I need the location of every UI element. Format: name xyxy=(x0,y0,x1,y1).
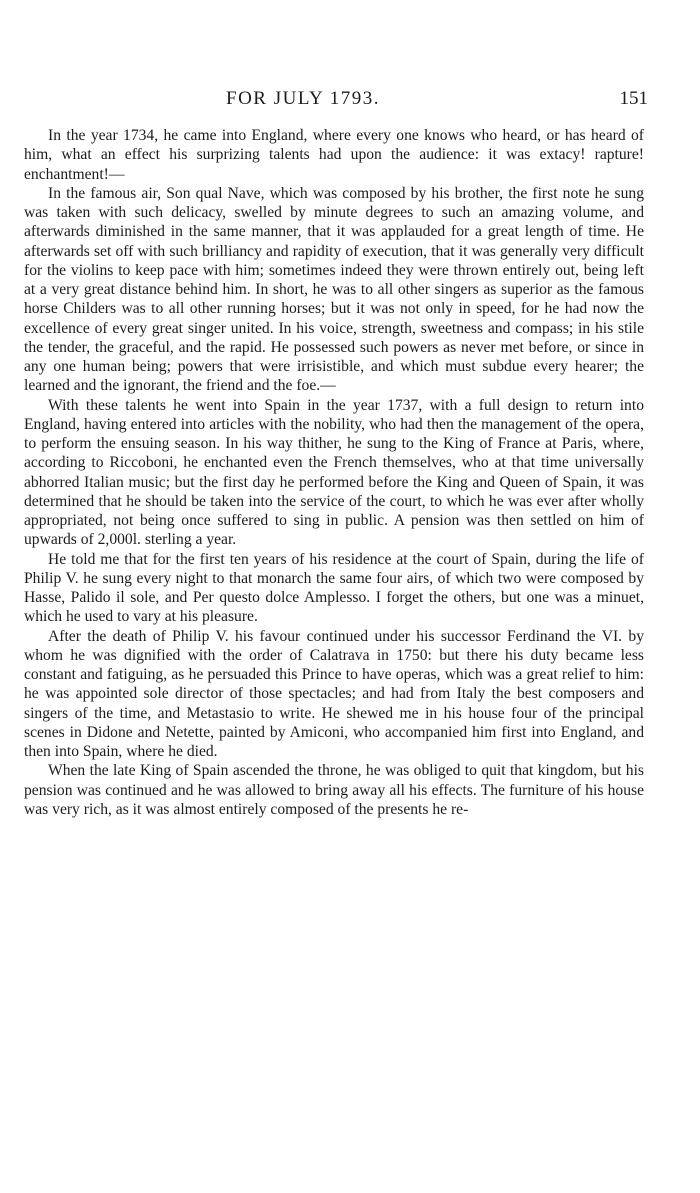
paragraph: With these talents he went into Spain in the year 1737, with a full design to return into England, having entered into articles with the nobility, who had then the management of the opera, to perform the ensuing season. In his way thither, he sung to the King of France at Paris, where, according to Riccoboni, he enchanted even the French themselves, who at that time universally abhorred Italian music; but the first day he performed before the King and Queen of Spain, it was determined that he should be taken into the service of the court, to which he was ever after wholly appropriated, not being once suffered to sing in public. A pension was then settled on him of upwards of 2,000l. sterling a year. xyxy=(24,396,644,549)
paragraph: He told me that for the first ten years of his residence at the court of Spain, during the life of Philip V. he sung every night to that monarch the same four airs, of which two were composed by Hasse, Palido il sole, and Per questo dolce Amplesso. I forget the others, but one was a minuet, which he used to vary at his pleasure. xyxy=(24,550,644,626)
paragraph: When the late King of Spain ascended the throne, he was obliged to quit that kingdom, but his pension was continued and he was allowed to bring away all his effects. The furniture of his house was very rich, as it was almost entirely composed of the presents he re- xyxy=(24,762,644,818)
running-title: FOR JULY 1793. xyxy=(226,88,381,109)
paragraph: In the famous air, Son qual Nave, which was composed by his brother, the first note he sung was taken with such delicacy, swelled by minute degrees to such an amazing volume, and afterwards diminished in the same manner, that it was applauded for a great length of time. He afterwards set off with such brilliancy and rapidity of execution, that it was generally very difficult for the violins to keep pace with him; sometimes indeed they were thrown entirely out, being left at a very great distance behind him. In short, he was to all other singers as superior as the famous horse Childers was to all other running horses; but it was not only in speed, for he had now the excellence of every great singer united. In his voice, strength, sweetness and compass; in his stile the tender, the graceful, and the rapid. He possessed such powers as never met before, or since in any one human being; powers that were irrisistible, and which must subdue every hearer; the learned and the ignorant, the friend and the foe.— xyxy=(24,184,644,395)
body-text xyxy=(24,126,644,819)
paragraph: In the year 1734, he came into England, where every one knows who heard, or has heard of him, what an effect his surprizing talents had upon the audience: it was extacy! rapture! enchantment!— xyxy=(24,127,644,183)
page-number: 151 xyxy=(619,88,648,109)
page-header xyxy=(0,88,700,118)
paragraph: After the death of Philip V. his favour continued under his successor Ferdinand the VI. by whom he was dignified with the order of Calatrava in 1750: but there his duty became less constant and fatiguing, as he persuaded this Prince to have operas, which was a great relief to him: he was appointed sole director of those spectacles; and had from Italy the best composers and singers of the time, and Metastasio to write. He shewed me in his house four of the principal scenes in Didone and Netette, painted by Amiconi, who accompanied him first into England, and then into Spain, where he died. xyxy=(24,627,644,760)
